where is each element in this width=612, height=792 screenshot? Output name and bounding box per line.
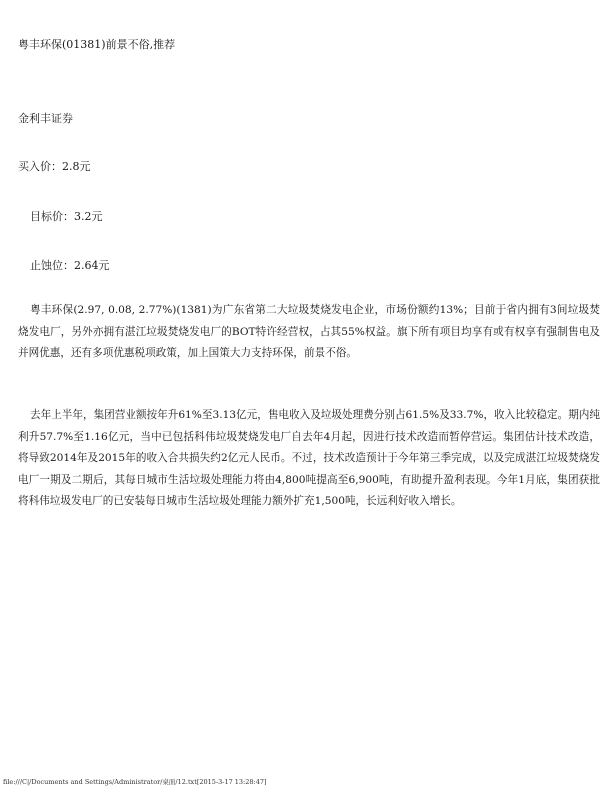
article-title: 粤丰环保(01381)前景不俗,推荐	[18, 38, 176, 51]
stop-loss-price: 止蚀位：2.64元	[30, 259, 110, 272]
file-path-footer: file:///C|/Documents and Settings/Administrator/桌面/12.txt[2015-3-17 13:28:47]	[3, 778, 267, 786]
paragraph-results: 去年上半年，集团营业额按年升61%至3.13亿元，售电收入及垃圾处理费分别占61.5%及33.7%，收入比较稳定。期内纯利升57.7%至1.16亿元，当中已包括科伟垃圾焚烧发电厂自去年4月起，因进行技术改造而暂停营运。集团估计技术改造，将导致2014年及2015年的收入合共损失约2亿元人民币。不过，技术改造预计于今年第三季完成，以及完成湛江垃圾焚烧发电厂一期及二期后，其每日城市生活垃圾处理能力将由4,800吨提高至6,900吨，有助提升盈利表现。今年1月底，集团获批将科伟垃圾发电厂的已安装每日城市生活垃圾处理能力额外扩充1,500吨，长远利好收入增长。	[18, 409, 600, 507]
target-price: 目标价：3.2元	[30, 210, 103, 223]
buy-price: 买入价：2.8元	[18, 160, 91, 173]
broker-name: 金利丰证券	[18, 112, 73, 125]
paragraph-company-overview: 粤丰环保(2.97, 0.08, 2.77%)(1381)为广东省第二大垃圾焚烧发电企业，市场份额约13%；目前于省内拥有3间垃圾焚烧发电厂，另外亦拥有湛江垃圾焚烧发电厂的BOT特许经营权，占其55%权益。旗下所有项目均享有或有权享有强制售电及并网优惠，还有多项优惠税项政策，加上国策大力支持环保，前景不俗。	[18, 304, 600, 359]
